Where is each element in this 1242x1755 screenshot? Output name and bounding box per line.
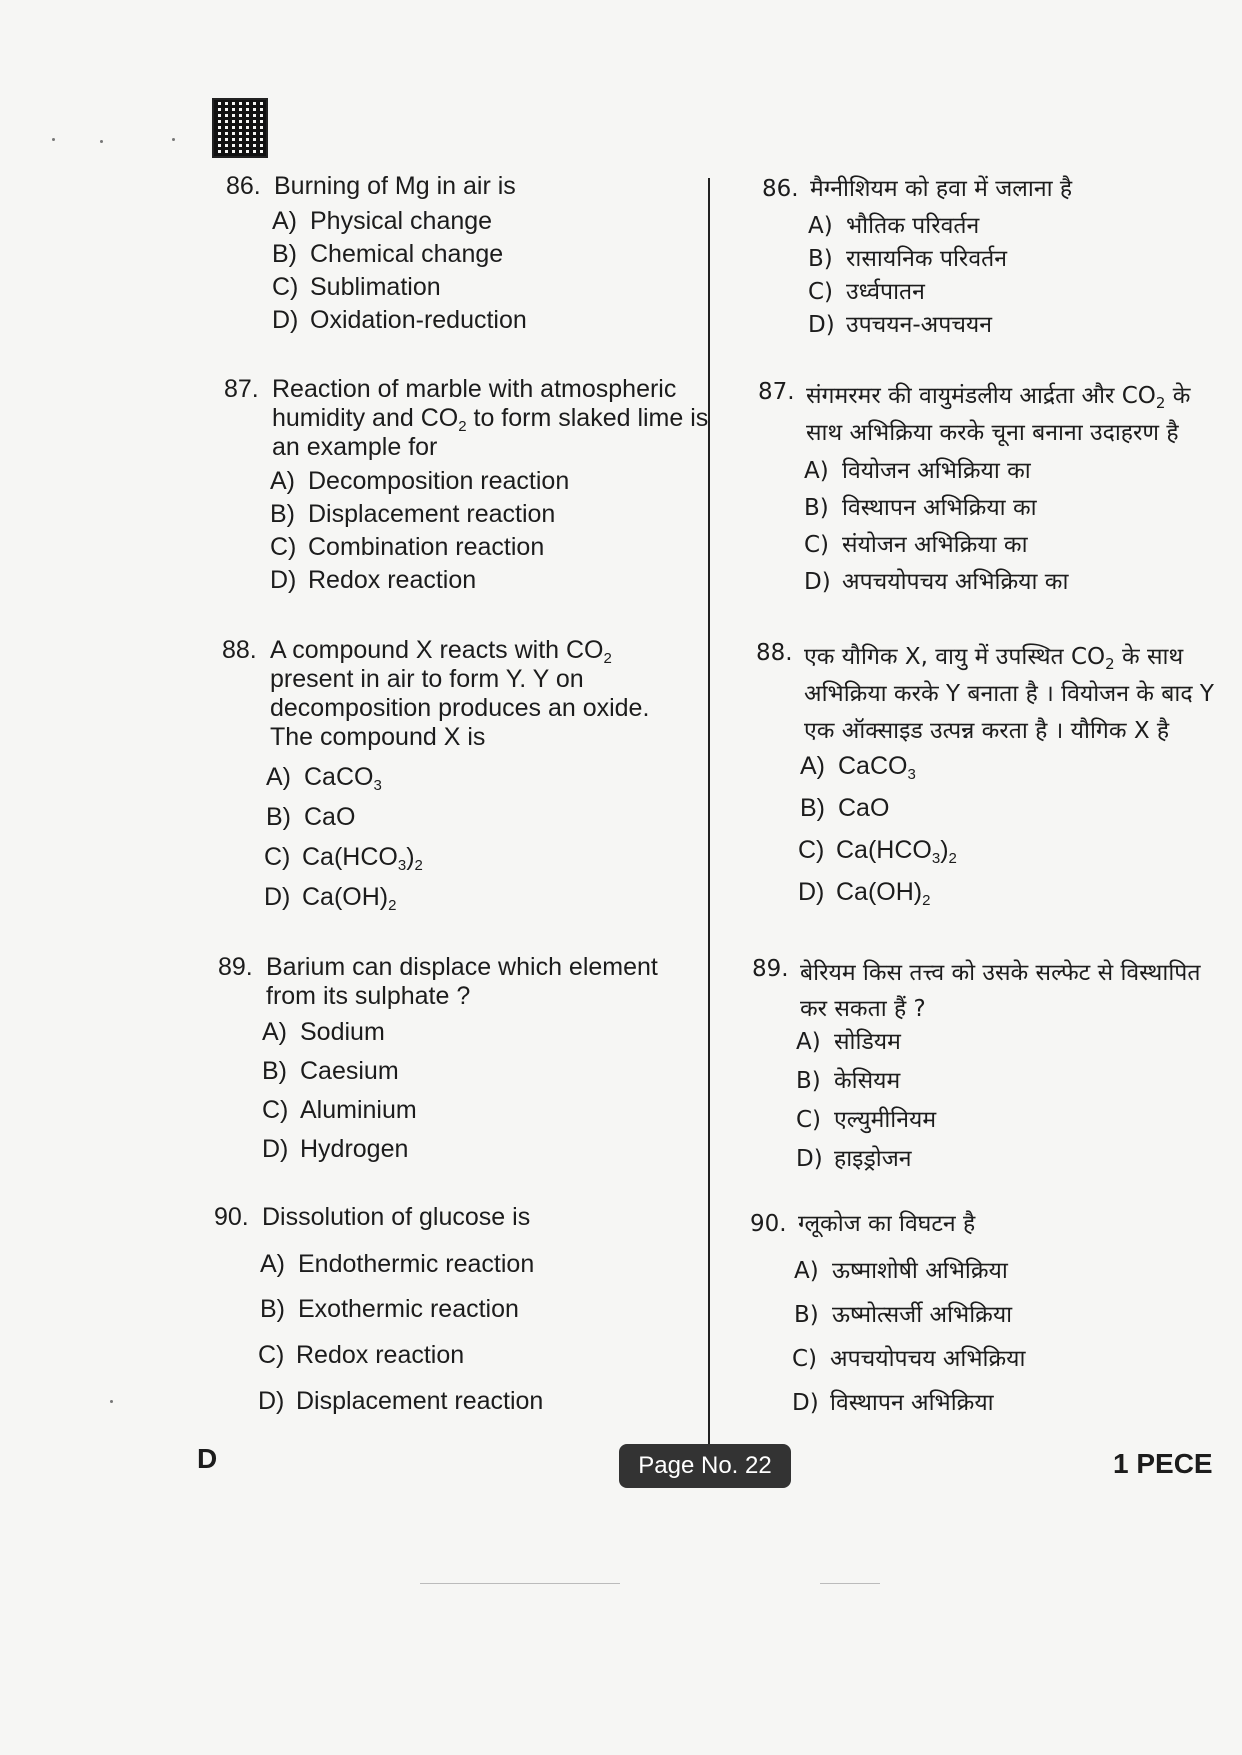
option-d[interactable]: [808, 307, 992, 339]
option-label: B): [270, 500, 295, 528]
question-stem: बेरियम किस तत्त्व को उसके सल्फेट से विस्थापित कर सकता हैं ?: [800, 960, 1201, 1022]
option-c[interactable]: [796, 1102, 936, 1134]
formula: ): [406, 843, 415, 871]
question-stem: मैग्नीशियम को हवा में जलाना है: [810, 176, 1073, 202]
option-text: Combination reaction: [308, 533, 545, 561]
formula: CaO: [838, 794, 890, 822]
stem-text: A compound X reacts with CO: [270, 636, 604, 664]
option-label: C): [792, 1346, 818, 1372]
option-b[interactable]: [270, 500, 555, 529]
subscript: 2: [458, 418, 467, 435]
option-b[interactable]: [800, 794, 889, 823]
question-stem: [804, 639, 1216, 750]
option-b[interactable]: [794, 1297, 1012, 1329]
option-b[interactable]: [266, 803, 355, 832]
option-a[interactable]: [260, 1250, 534, 1279]
option-label: D): [272, 306, 299, 334]
option-b[interactable]: [262, 1057, 399, 1086]
option-label: D): [796, 1146, 823, 1172]
scan-speck: [52, 138, 55, 141]
option-b[interactable]: [804, 490, 1037, 522]
option-d[interactable]: [798, 878, 930, 907]
option-label: C): [796, 1107, 822, 1133]
option-d[interactable]: [272, 306, 527, 335]
formula: CaCO: [838, 752, 908, 780]
option-label: D): [808, 312, 835, 338]
option-text: Oxidation-reduction: [310, 306, 527, 334]
formula: Ca(HCO: [302, 843, 398, 871]
option-c[interactable]: [804, 527, 1028, 559]
option-a[interactable]: [272, 207, 492, 236]
stem-text: एक यौगिक X, वायु में उपस्थित CO: [804, 644, 1106, 670]
option-text: रासायनिक परिवर्तन: [846, 246, 1007, 272]
formula: CaCO: [304, 763, 374, 791]
stem-text: संगमरमर की वायुमंडलीय आर्द्रता और CO: [806, 383, 1156, 409]
option-label: C): [258, 1341, 285, 1369]
option-label: A): [808, 213, 833, 239]
subscript: 2: [948, 850, 957, 867]
option-text: Physical change: [310, 207, 493, 235]
option-label: D): [258, 1387, 285, 1415]
option-label: B): [808, 246, 833, 272]
qr-code-icon: [214, 100, 266, 156]
option-a[interactable]: [266, 763, 382, 792]
column-divider: [708, 178, 710, 1450]
question-stem: [806, 378, 1216, 452]
option-c[interactable]: [262, 1096, 417, 1125]
page-number-badge: Page No. 22: [619, 1444, 791, 1488]
option-text: अपचयोपचय अभिक्रिया: [830, 1346, 1026, 1372]
option-text: Redox reaction: [308, 566, 477, 594]
option-label: C): [798, 836, 825, 864]
subscript: 2: [414, 857, 423, 874]
subscript: 2: [1155, 394, 1166, 412]
question-number: 86.: [226, 172, 261, 200]
question-number: 89.: [218, 953, 253, 981]
formula: Ca(OH): [836, 878, 923, 906]
question-87-en: [224, 375, 709, 465]
option-label: B): [272, 240, 297, 268]
option-text: Hydrogen: [300, 1135, 409, 1163]
option-label: A): [272, 207, 297, 235]
option-label: D): [798, 878, 825, 906]
option-d[interactable]: [262, 1135, 408, 1164]
question-stem: [270, 636, 670, 752]
question-stem: Dissolution of glucose is: [262, 1203, 531, 1231]
option-b[interactable]: [260, 1295, 519, 1324]
option-c[interactable]: [798, 836, 957, 865]
formula: Ca(HCO: [836, 836, 932, 864]
option-label: C): [272, 273, 299, 301]
option-text: विस्थापन अभिक्रिया का: [842, 495, 1037, 521]
option-a[interactable]: [262, 1018, 385, 1047]
option-a[interactable]: [270, 467, 569, 496]
question-number: 87.: [224, 375, 259, 403]
option-text: Exothermic reaction: [298, 1295, 519, 1323]
option-a[interactable]: [804, 453, 1031, 485]
option-text: सोडियम: [834, 1029, 901, 1055]
subscript: 2: [1105, 655, 1115, 673]
option-b[interactable]: [272, 240, 503, 269]
option-text: विस्थापन अभिक्रिया: [830, 1390, 994, 1416]
option-label: C): [808, 279, 834, 305]
question-number: 88.: [222, 636, 257, 664]
option-label: B): [260, 1295, 285, 1323]
option-text: भौतिक परिवर्तन: [846, 213, 980, 239]
scan-line: [420, 1583, 620, 1584]
question-89-hi: [752, 955, 1212, 1025]
option-text: उर्ध्वपातन: [846, 279, 925, 305]
option-label: C): [264, 843, 291, 871]
option-a[interactable]: [800, 752, 916, 781]
scan-line: [820, 1583, 880, 1584]
option-c[interactable]: [264, 843, 423, 872]
question-number: 90.: [214, 1203, 249, 1231]
question-87-hi: [758, 378, 1218, 448]
option-a[interactable]: [796, 1024, 901, 1056]
formula: Ca(OH): [302, 883, 389, 911]
stem-text: to form slaked lime is an example for: [272, 404, 709, 461]
option-b[interactable]: [796, 1063, 900, 1095]
option-label: C): [804, 532, 830, 558]
option-c[interactable]: [272, 273, 441, 302]
option-d[interactable]: [258, 1387, 543, 1416]
option-text: Endothermic reaction: [298, 1250, 535, 1278]
question-88-en: [222, 636, 702, 756]
option-d[interactable]: [270, 566, 476, 595]
stem-text: के साथ अभिक्रिया करके चूना बनाना उदाहरण है: [806, 383, 1191, 446]
subscript: 3: [397, 857, 407, 874]
option-label: B): [794, 1302, 819, 1328]
option-text: Caesium: [300, 1057, 399, 1085]
formula: ): [940, 836, 949, 864]
option-b[interactable]: [808, 241, 1007, 273]
option-a[interactable]: [794, 1253, 1008, 1285]
option-c[interactable]: [808, 274, 925, 306]
option-label: D): [270, 566, 297, 594]
option-d[interactable]: [264, 883, 396, 912]
option-label: D): [262, 1135, 289, 1163]
option-text: Decomposition reaction: [308, 467, 570, 495]
option-c[interactable]: [258, 1341, 464, 1370]
option-a[interactable]: [808, 208, 979, 240]
option-text: संयोजन अभिक्रिया का: [842, 532, 1028, 558]
option-label: A): [794, 1258, 819, 1284]
subscript: 3: [907, 766, 916, 783]
option-label: D): [792, 1390, 819, 1416]
option-label: C): [262, 1096, 289, 1124]
subscript: 2: [922, 892, 931, 909]
option-text: Sublimation: [310, 273, 441, 301]
option-text: केसियम: [834, 1068, 901, 1094]
subscript: 3: [931, 850, 941, 867]
scan-speck: [100, 140, 103, 143]
option-label: B): [796, 1068, 821, 1094]
subscript: 2: [388, 897, 397, 914]
subscript: 2: [603, 650, 612, 667]
option-text: Redox reaction: [296, 1341, 465, 1369]
question-number: 87.: [758, 379, 795, 405]
question-stem: ग्लूकोज का विघटन है: [798, 1211, 976, 1237]
question-number: 90.: [750, 1211, 787, 1237]
question-number: 86.: [762, 176, 799, 202]
option-label: A): [796, 1029, 821, 1055]
option-text: हाइड्रोजन: [834, 1146, 912, 1172]
option-d[interactable]: [792, 1385, 994, 1417]
option-text: ऊष्मोत्सर्जी अभिक्रिया: [832, 1302, 1013, 1328]
question-number: 89.: [752, 956, 789, 982]
option-text: Aluminium: [300, 1096, 417, 1124]
option-label: A): [262, 1018, 287, 1046]
paper-code: 1 PECE: [1113, 1448, 1213, 1479]
question-stem: [272, 375, 712, 462]
option-text: ऊष्माशोषी अभिक्रिया: [832, 1258, 1008, 1284]
question-stem: Burning of Mg in air is: [274, 172, 516, 200]
option-text: Displacement reaction: [296, 1387, 544, 1415]
option-label: A): [266, 763, 291, 791]
scan-speck: [110, 1400, 113, 1403]
option-c[interactable]: [270, 533, 544, 562]
subscript: 3: [373, 777, 382, 794]
booklet-series: D: [197, 1443, 218, 1474]
question-88-hi: [756, 639, 1216, 744]
scan-speck: [172, 138, 175, 141]
option-text: Sodium: [300, 1018, 385, 1046]
option-text: Chemical change: [310, 240, 504, 268]
option-label: A): [270, 467, 295, 495]
option-label: B): [262, 1057, 287, 1085]
option-d[interactable]: [796, 1141, 912, 1173]
option-label: B): [804, 495, 829, 521]
stem-text: present in air to form Y. Y on decomposition produces an oxide. The compound X is: [270, 665, 650, 751]
option-text: Displacement reaction: [308, 500, 556, 528]
option-label: A): [260, 1250, 285, 1278]
option-label: C): [270, 533, 297, 561]
option-label: A): [800, 752, 825, 780]
question-number: 88.: [756, 640, 793, 666]
option-label: B): [800, 794, 825, 822]
option-label: A): [804, 458, 829, 484]
formula: CaO: [304, 803, 356, 831]
option-text: अपचयोपचय अभिक्रिया का: [842, 569, 1069, 595]
option-label: D): [804, 569, 831, 595]
option-d[interactable]: [804, 564, 1068, 596]
option-text: वियोजन अभिक्रिया का: [842, 458, 1031, 484]
option-label: B): [266, 803, 291, 831]
stem-text: के साथ अभिक्रिया करके Y बनाता है । वियोजन के बाद Y एक ऑक्साइड उत्पन्न करता है । यौगिक X है: [804, 644, 1214, 744]
option-c[interactable]: [792, 1341, 1025, 1373]
option-text: एल्युमीनियम: [834, 1107, 937, 1133]
option-label: D): [264, 883, 291, 911]
stem-text: Reaction of marble with atmospheric humidity and CO: [272, 375, 677, 432]
question-stem: Barium can displace which element from its sulphate ?: [266, 953, 658, 1010]
option-text: उपचयन-अपचयन: [846, 312, 993, 338]
question-89-en: [218, 953, 698, 1013]
